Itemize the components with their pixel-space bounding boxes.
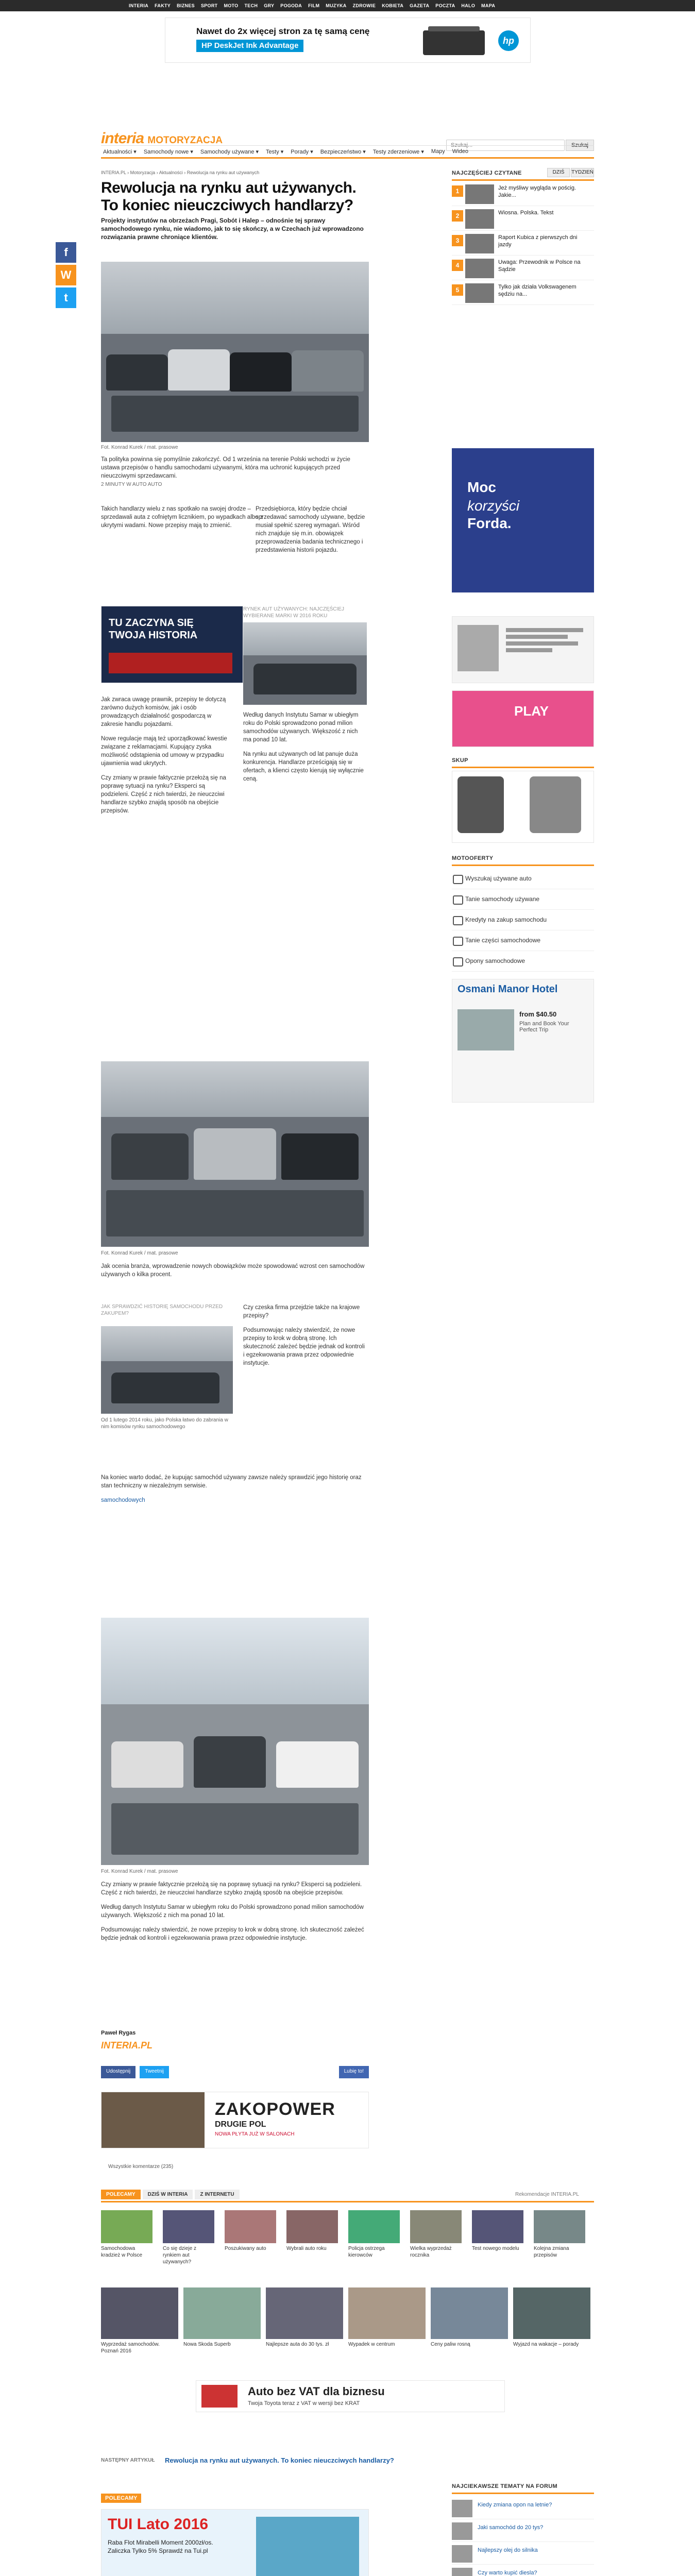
paragraph: Jak zwraca uwagę prawnik, przepisy te dotyczą zarówno dużych komisów, jak i osób prowadzących działalność gospodarczą w zakresie handlu pojazdami. [101, 697, 226, 727]
item-title: Wypadek w centrum [348, 2342, 395, 2347]
printer-image [423, 30, 485, 55]
search-button[interactable]: Szukaj [566, 140, 594, 151]
portal-link[interactable]: MAPA [481, 3, 496, 8]
item-image [348, 2210, 400, 2243]
recommended-item[interactable] [410, 2210, 462, 2259]
paragraph: Czy zmiany w prawie faktycznie przełożą się na poprawę sytuacji na rynku? Eksperci są podzieleni. Część z nich twierdzi, że nieuczciwi handlarze szybko znajdą sposób na obejście przepisów. [101, 1882, 362, 1896]
hotel-ad-sub: Plan and Book Your Perfect Trip [519, 1021, 569, 1033]
recommended-item[interactable] [163, 2210, 214, 2265]
recommended-item[interactable] [431, 2287, 508, 2348]
forum-item[interactable] [452, 2521, 594, 2542]
item-title: Poszukiwany auto [225, 2246, 266, 2251]
hp-logo-icon: hp [498, 30, 519, 51]
item-title: Policja ostrzega kierowców [348, 2246, 385, 2258]
tab-today[interactable]: DZIŚ [547, 168, 570, 177]
nav-item[interactable]: Bezpieczeństwo ▾ [320, 148, 366, 155]
recommended-item[interactable] [266, 2287, 343, 2348]
skup-heading: SKUP [452, 757, 468, 764]
item-image [225, 2210, 276, 2243]
related-photo-a[interactable] [243, 622, 367, 705]
item-title: Nowa Skoda Superb [183, 2342, 231, 2347]
tab-2[interactable]: Z INTERNETU [195, 2190, 239, 2199]
motooferty-item[interactable]: Tanie części samochodowe [452, 930, 594, 951]
article-col-right-2 [243, 711, 367, 789]
most-read-item[interactable] [452, 233, 594, 256]
next-article-link[interactable]: Rewolucja na rynku aut używanych. To koniec nieuczciwych handlarzy? [165, 2456, 394, 2464]
item-title: Raport Kubica z pierwszych dni jazdy [498, 234, 578, 248]
tui-ad[interactable] [101, 2509, 369, 2576]
recommend-label: Rekomendacje INTERIA.PL [515, 2192, 579, 2197]
vat-ad[interactable] [196, 2380, 505, 2412]
photo-caption-3: Od 1 lutego 2014 roku, jako Polska łatwo do zabrania w nim komisów rynku samochodowego [101, 1417, 228, 1430]
hotel-ad[interactable] [452, 979, 594, 1103]
item-image [163, 2210, 214, 2243]
item-title: Wybrali auto roku [286, 2246, 327, 2251]
motooferty-item[interactable]: Kredyty na zakup samochodu [452, 910, 594, 930]
paragraph: Czy zmiany w prawie faktycznie przełożą się na poprawę sytuacji na rynku? Eksperci są podzieleni. Część z nich twierdzi, że nieuczciwi handlarze szybko znajdą sposób na obejście przepisów. [101, 775, 226, 814]
inline-link[interactable]: samochodowych [101, 1497, 145, 1503]
motooferty-item[interactable]: Opony samochodowe [452, 951, 594, 972]
skup-ad[interactable] [452, 771, 594, 843]
item-title: Wyjazd na wakacje – porady [513, 2342, 579, 2347]
paragraph: Czy czeska firma przejdzie także na krajowe przepisy? [243, 1304, 360, 1319]
forum-heading: NAJCIEKAWSZE TEMATY NA FORUM [452, 2483, 557, 2489]
facebook-share-icon[interactable]: f [56, 242, 76, 263]
portal-link[interactable]: FAKTY [155, 3, 171, 8]
zakopower-sub: NOWA PŁYTA JUŻ W SALONACH [215, 2131, 295, 2137]
portal-link[interactable]: GAZETA [410, 3, 430, 8]
paragraph: Na rynku aut używanych od lat panuje duża konkurencja. Handlarze prześcigają się w ofertach, a klienci często kierują się wyłącznie ceną. [243, 751, 364, 782]
item-thumbnail [465, 283, 494, 303]
article-title: Rewolucja na rynku aut używanych. To koniec nieuczciwych handlarzy? [101, 179, 357, 214]
forum-title: Jaki samochód do 20 tys? [478, 2524, 544, 2531]
portal-link[interactable]: KOBIETA [382, 3, 404, 8]
breadcrumb[interactable]: INTERIA.PL › Motoryzacja › Aktualności › Rewolucja na rynku aut używanych [101, 170, 260, 175]
tab-0[interactable]: POLECAMY [101, 2190, 141, 2199]
paragraph: Ta polityka powinna się pomyślnie zakończyć. Od 1 września na terenie Polski wchodzi w życie ustawa przepisów o handlu samochodami używanymi, która ma uchronić kupujących przed nieuczciwymi sprzedawcami. [101, 456, 350, 479]
item-title: Tylko jak działa Volkswagenem sędziu na... [498, 284, 577, 297]
article-photo-2[interactable] [101, 1061, 369, 1247]
forum-item[interactable] [452, 2567, 594, 2576]
recommended-item[interactable] [534, 2210, 585, 2259]
item-thumbnail [465, 234, 494, 253]
item-title: Ceny paliw rosną [431, 2342, 470, 2347]
portal-link[interactable]: MUZYKA [326, 3, 347, 8]
recommended-item[interactable] [348, 2210, 400, 2259]
recommended-item[interactable] [183, 2287, 261, 2348]
ad-product: HP DeskJet Ink Advantage [196, 40, 303, 52]
nav-item[interactable]: Samochody używane ▾ [200, 148, 259, 155]
recommended-item[interactable] [225, 2210, 276, 2252]
hp-banner-ad[interactable] [165, 18, 531, 63]
logo-sub: MOTORYZACJA [147, 135, 223, 146]
forum-thumb [452, 2522, 472, 2540]
portal-link[interactable]: INTERIA [129, 3, 149, 8]
author-line: 2 MINUTY W AUTO AUTO [101, 482, 162, 487]
item-image [101, 2210, 152, 2243]
motooferty-item[interactable]: Tanie samochody używane [452, 889, 594, 910]
item-title: Uwaga: Przewodnik w Polsce na Sądzie [498, 259, 581, 273]
like-button[interactable]: Lubię to! [339, 2066, 369, 2078]
article-body-3 [101, 1262, 369, 1285]
top-navigation-bar [0, 0, 695, 11]
vat-ad-title: Auto bez VAT dla biznesu [248, 2385, 385, 2398]
paragraph: Nowe regulacje mają też uporządkować kwestie związane z reklamacjami. Kupujący zyska możliwość odstąpienia od umowy w przypadku ujawnienia wad ukrytych. [101, 736, 227, 767]
paragraph: Na koniec warto dodać, że kupując samochód używany zawsze należy sprawdzić jego historię oraz stan techniczny w niezależnym serwisie. [101, 1475, 362, 1489]
portal-links [129, 3, 495, 8]
paragraph: Podsumowując należy stwierdzić, że nowe przepisy to krok w dobrą stronę. Ich skuteczność zależeć będzie jednak od kontroli i egzekwowania prawa przez odpowiednie instytucje. [243, 1327, 365, 1366]
source-logo: INTERIA.PL [101, 2040, 153, 2050]
portal-link[interactable]: BIZNES [177, 3, 195, 8]
motooferty-heading: MOTOOFERTY [452, 855, 494, 861]
related-link-a[interactable]: RYNEK AUT UŻYWANYCH: NAJCZĘŚCIEJ WYBIERANE MARKI W 2016 ROKU [243, 606, 344, 619]
forum-item[interactable] [452, 2544, 594, 2565]
sponsored-tag: POLECAMY [101, 2494, 141, 2503]
zakopower-subtitle: DRUGIE POL [215, 2120, 266, 2129]
site-logo[interactable] [101, 130, 223, 147]
article-photo-3[interactable] [101, 1618, 369, 1865]
rank-number: 5 [452, 284, 463, 296]
article-lead: Projekty instytutów na obrzeżach Pragi, Sobót i Halep – odnośnie tej sprawy samochodowego rynku, nie wiadomo, jak to się skończy, a w Czechach już wprowadzono rozwiązania prawne chroniące klientów. [101, 217, 364, 241]
ad-text: Moc [467, 479, 496, 495]
item-image [183, 2287, 261, 2339]
photo-caption-2: Fot. Konrad Kurek / mat. prasowe [101, 1250, 178, 1256]
forum-thumb [452, 2545, 472, 2563]
portal-link[interactable]: ZDROWIE [352, 3, 376, 8]
most-read-item[interactable] [452, 258, 594, 280]
item-image [472, 2210, 523, 2243]
recommended-item[interactable] [101, 2287, 178, 2354]
ad-text: korzyści [467, 498, 520, 514]
forum-thumb [452, 2500, 472, 2517]
portal-link[interactable]: MOTO [224, 3, 239, 8]
related-photo-b[interactable] [101, 1326, 233, 1414]
hotel-ad-price: from $40.50 [519, 1010, 557, 1018]
article-col-right [256, 505, 369, 561]
item-thumbnail [465, 259, 494, 278]
wykop-share-icon[interactable]: W [56, 265, 76, 285]
portal-link[interactable]: FILM [308, 3, 320, 8]
recommended-item[interactable] [513, 2287, 590, 2348]
nav-item[interactable]: Porady ▾ [291, 148, 313, 155]
nav-item[interactable]: Samochody nowe ▾ [143, 148, 193, 155]
ford-ad[interactable] [452, 448, 594, 592]
tweet-button[interactable]: Tweetnij [140, 2066, 169, 2078]
nav-item[interactable]: Mapy [431, 148, 445, 155]
item-image [101, 2287, 178, 2339]
item-title: Samochodowa kradzież w Polsce [101, 2246, 143, 2258]
item-title: Wyprzedaż samochodów. Poznań 2016 [101, 2342, 160, 2354]
rank-number: 3 [452, 235, 463, 246]
recommend-tabs [101, 2190, 240, 2199]
paragraph: Według danych Instytutu Samar w ubiegłym roku do Polski sprowadzono ponad milion samochodów używanych. Większość z nich ma ponad 10 lat. [243, 712, 359, 743]
next-label: NASTĘPNY ARTYKUŁ [101, 2458, 155, 2463]
article-body-4 [101, 1473, 369, 1511]
portal-link[interactable]: HALO [461, 3, 476, 8]
paragraph: Według danych Instytutu Samar w ubiegłym roku do Polski sprowadzono ponad milion samochodów używanych. Większość z nich ma ponad 10 lat. [101, 1904, 364, 1919]
rank-number: 1 [452, 185, 463, 197]
zakopower-ad[interactable] [101, 2092, 369, 2148]
paragraph: Jak ocenia branża, wprowadzenie nowych obowiązków może spowodować wzrost cen samochodów używanych o kilka procent. [101, 1263, 365, 1278]
item-image [348, 2287, 426, 2339]
item-thumbnail [465, 209, 494, 229]
forum-title: Czy warto kupić diesla? [478, 2570, 537, 2576]
most-read-item[interactable] [452, 183, 594, 206]
portal-link[interactable]: POGODA [280, 3, 302, 8]
tab-week[interactable]: TYDZIEŃ [571, 168, 594, 177]
most-read-heading: NAJCZĘŚCIEJ CZYTANE [452, 170, 522, 176]
item-image [410, 2210, 462, 2243]
social-row [101, 2066, 369, 2078]
item-title: Kolejna zmiana przepisów [534, 2246, 569, 2258]
portal-link[interactable]: POCZTA [435, 3, 455, 8]
nav-item[interactable]: Wideo [452, 148, 468, 155]
vat-ad-sub: Twoja Toyota teraz z VAT w wersji bez KRAT [248, 2400, 360, 2406]
portal-link[interactable]: GRY [264, 3, 275, 8]
item-image [286, 2210, 338, 2243]
paragraph: Takich handlarzy wielu z nas spotkało na swojej drodze – sprzedawali auta z cofniętym licznikiem, po wypadkach albo z ukrytymi wadami. Nowe przepisy mają to zmienić. [101, 506, 263, 529]
zakopower-title: ZAKOPOWER [215, 2099, 335, 2119]
paragraph: Przedsiębiorca, który będzie chciał sprzedawać samochody używane, będzie musiał spełnić szereg wymagań. Wśród nich znajduje się m.in. obowiązek przeprowadzenia badania technicznego i przedstawienia historii pojazdu. [256, 506, 365, 553]
item-title: Najlepsze auta do 30 tys. zł [266, 2342, 329, 2347]
article-col-left [101, 505, 271, 536]
item-thumbnail [465, 184, 494, 204]
most-read-item[interactable] [452, 282, 594, 305]
item-image [431, 2287, 508, 2339]
ad-text: Forda. [467, 515, 512, 531]
share-fb-button[interactable]: Udostępnij [101, 2066, 135, 2078]
tab-1[interactable]: DZIŚ W INTERIA [143, 2190, 193, 2199]
nav-item[interactable]: Testy ▾ [266, 148, 284, 155]
recommended-item[interactable] [286, 2210, 338, 2252]
item-image [513, 2287, 590, 2339]
forum-item[interactable] [452, 2499, 594, 2519]
inline-ad-1[interactable]: TU ZACZYNA SIĘ TWOJA HISTORIA [101, 606, 243, 683]
portal-link[interactable]: TECH [244, 3, 258, 8]
item-image [534, 2210, 585, 2243]
related-link-b[interactable]: JAK SPRAWDZIĆ HISTORIĘ SAMOCHODU PRZED ZAKUPEM? [101, 1304, 223, 1316]
tui-sub: Raba Flot Mirabelli Moment 2000zł/os. Zaliczka Tylko 5% Sprawdź na Tui.pl [108, 2539, 213, 2554]
article-author: Paweł Rygas [101, 2030, 136, 2036]
nav-item[interactable]: Testy zderzeniowe ▾ [372, 148, 424, 155]
paragraph: Podsumowując należy stwierdzić, że nowe przepisy to krok w dobrą stronę. Ich skuteczność zależeć będzie jednak od kontroli i egzekwowania prawa przez odpowiednie instytucje. [101, 1927, 364, 1941]
item-title: Wiosna. Polska. Tekst [498, 210, 554, 216]
item-title: Wielka wyprzedaż rocznika [410, 2246, 452, 2258]
photo-caption: Fot. Konrad Kurek / mat. prasowe [101, 445, 178, 450]
motooferty-item[interactable]: Wyszukaj używane auto [452, 869, 594, 889]
article-body-5 [101, 1880, 369, 1948]
main-nav [101, 145, 594, 159]
hotel-ad-title: Osmani Manor Hotel [457, 984, 558, 995]
recommended-item[interactable] [472, 2210, 523, 2252]
item-title: Co się dzieje z rynkiem aut używanych? [163, 2246, 197, 2265]
rank-number: 4 [452, 260, 463, 271]
article-col-left-2 [101, 696, 233, 821]
comments-count[interactable]: Wszystkie komentarze (235) [108, 2164, 174, 2170]
article-main-photo[interactable] [101, 262, 369, 442]
item-title: Jeż myśliwy wygląda w pościg. Jakie... [498, 185, 576, 198]
recommended-item[interactable] [101, 2210, 152, 2259]
item-title: Test nowego modelu [472, 2246, 519, 2251]
recommended-item[interactable] [348, 2287, 426, 2348]
twitter-share-icon[interactable]: t [56, 287, 76, 308]
forum-title: Kiedy zmiana opon na letnie? [478, 2502, 552, 2508]
sidebar-ad-1[interactable] [452, 616, 594, 683]
article-col-right-3 [243, 1303, 367, 1374]
forum-title: Najlepszy olej do silnika [478, 2547, 538, 2553]
portal-link[interactable]: SPORT [200, 3, 218, 8]
ad-headline: Nawet do 2x więcej stron za tę samą cenę [196, 26, 370, 36]
tui-title: TUI Lato 2016 [108, 2516, 209, 2533]
most-read-item[interactable] [452, 208, 594, 231]
forum-thumb [452, 2568, 472, 2576]
rank-number: 2 [452, 210, 463, 222]
item-image [266, 2287, 343, 2339]
sidebar-ad-2[interactable]: PLAY [452, 690, 594, 747]
photo-caption-4: Fot. Konrad Kurek / mat. prasowe [101, 1869, 178, 1874]
logo-main: interia [101, 130, 144, 147]
nav-item[interactable]: Aktualności ▾ [103, 148, 137, 155]
